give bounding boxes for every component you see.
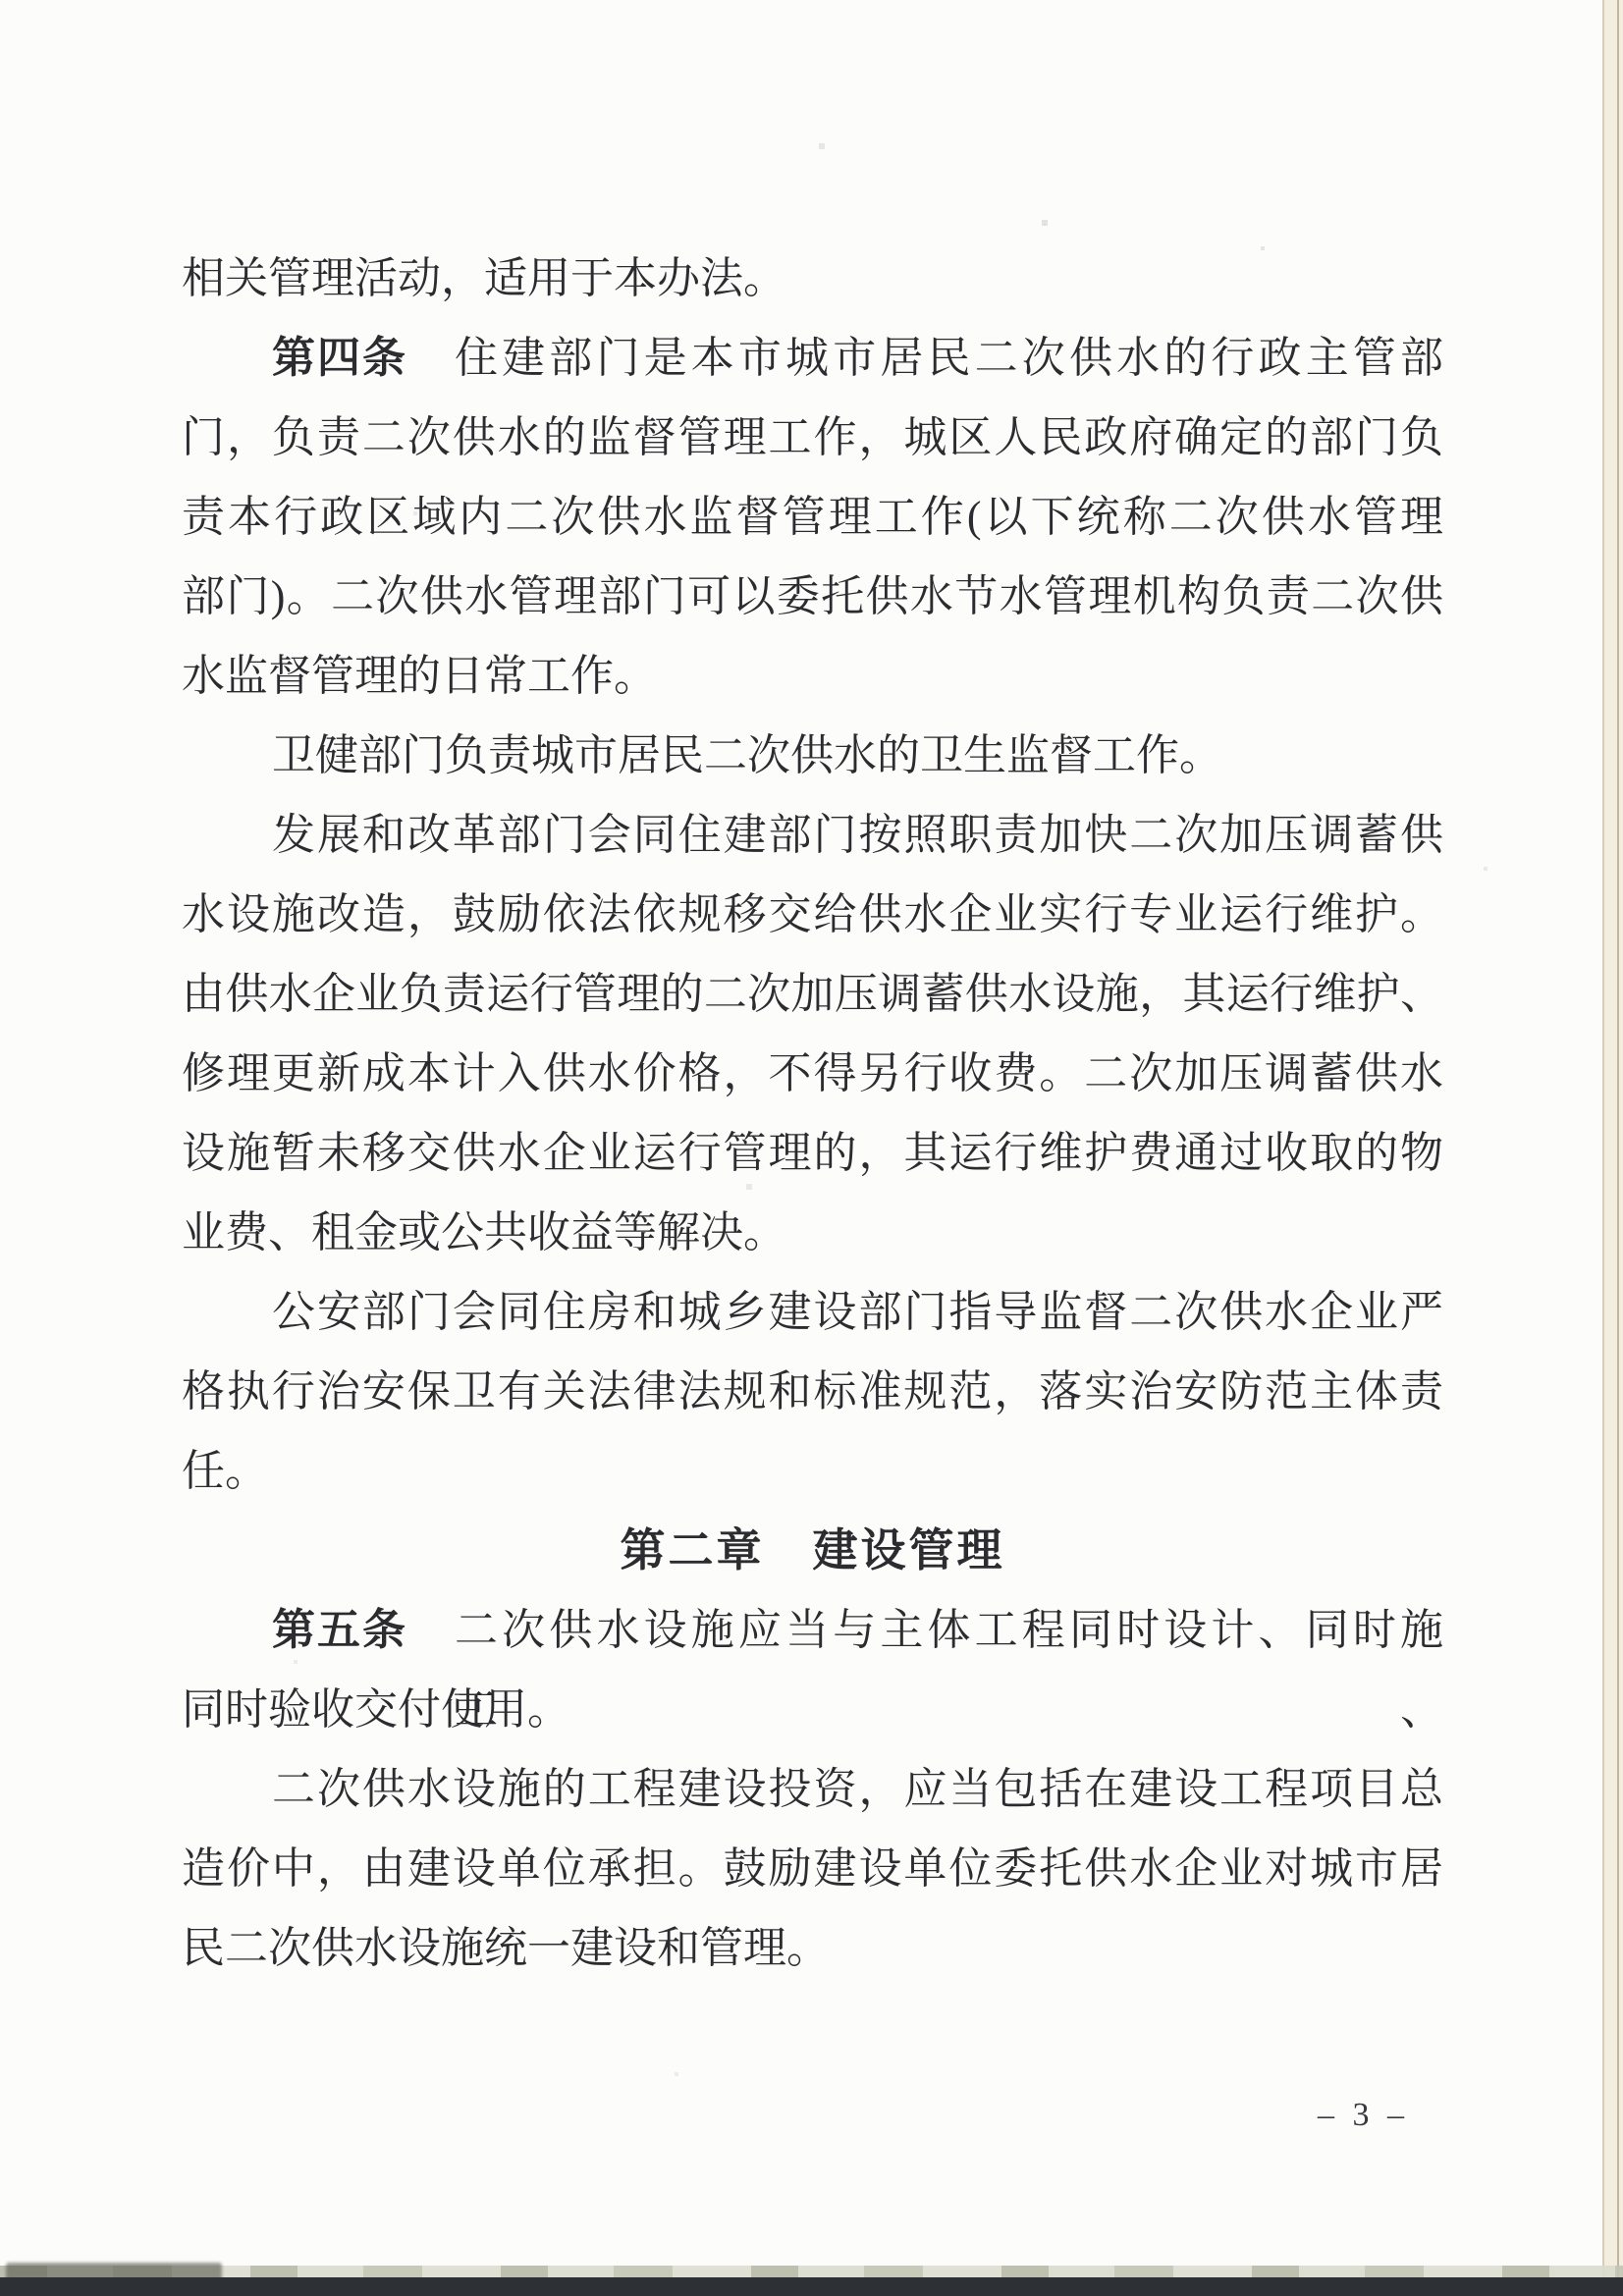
text-line: 二次供水设施的工程建设投资，应当包括在建设工程项目总 [272, 1765, 1443, 1813]
scanner-band-dark [0, 2277, 1623, 2296]
text-line: 修理更新成本计入供水价格，不得另行收费。二次加压调蓄供水 [182, 1049, 1443, 1097]
scan-right-edge-line [1617, 0, 1619, 2296]
text-line: 公安部门会同住房和城乡建设部门指导监督二次供水企业严 [272, 1288, 1443, 1336]
text-line: 造价中，由建设单位承担。鼓励建设单位委托供水企业对城市居 [182, 1844, 1443, 1893]
text-line: 发展和改革部门会同住建部门按照职责加快二次加压调蓄供 [272, 811, 1443, 859]
text-line: 部门)。二次供水管理部门可以委托供水节水管理机构负责二次供 [182, 572, 1443, 620]
article-number-bold: 第四条 [272, 334, 407, 382]
text-line: 住建部门是本市城市居民二次供水的行政主管部 [455, 334, 1443, 382]
text-line: 二次供水设施应当与主体工程同时设计、同时施工、 [455, 1606, 1443, 1734]
scan-noise-specks [0, 0, 2, 2]
text-line: 水监督管理的日常工作。 [182, 652, 657, 700]
text-line: 任。 [182, 1447, 268, 1495]
text-line: 同时验收交付使用。 [182, 1685, 570, 1734]
text-line: 设施暂未移交供水企业运行管理的，其运行维护费通过收取的物 [182, 1129, 1443, 1177]
text-line: 业费、租金或公共收益等解决。 [182, 1208, 786, 1256]
article-4-heading-line [182, 318, 1443, 398]
text-line: 相关管理活动，适用于本办法。 [182, 254, 786, 302]
text-line: 卫健部门负责城市居民二次供水的卫生监督工作。 [272, 731, 1222, 779]
article-number-gap [407, 1590, 455, 1670]
chapter-heading: 第二章 建设管理 [620, 1525, 1005, 1575]
text-line: 门，负责二次供水的监督管理工作，城区人民政府确定的部门负 [182, 413, 1443, 461]
text-line: 民二次供水设施统一建设和管理。 [182, 1924, 830, 1972]
text-line: 由供水企业负责运行管理的二次加压调蓄供水设施，其运行维护、 [182, 970, 1443, 1018]
text-line: 格执行治安保卫有关法律法规和标准规范，落实治安防范主体责 [182, 1367, 1443, 1415]
text-line: 责本行政区域内二次供水监督管理工作(以下统称二次供水管理 [182, 493, 1443, 541]
article-number-bold: 第五条 [272, 1606, 407, 1654]
text-line: 水设施改造，鼓励依法依规移交给供水企业实行专业运行维护。 [182, 890, 1443, 938]
document-text-block [182, 239, 1443, 1988]
article-number-gap [407, 318, 455, 398]
page-number: – 3 – [1318, 2097, 1409, 2133]
scanner-bottom-band [0, 2263, 1623, 2296]
scan-right-edge-strip [1602, 0, 1623, 2296]
